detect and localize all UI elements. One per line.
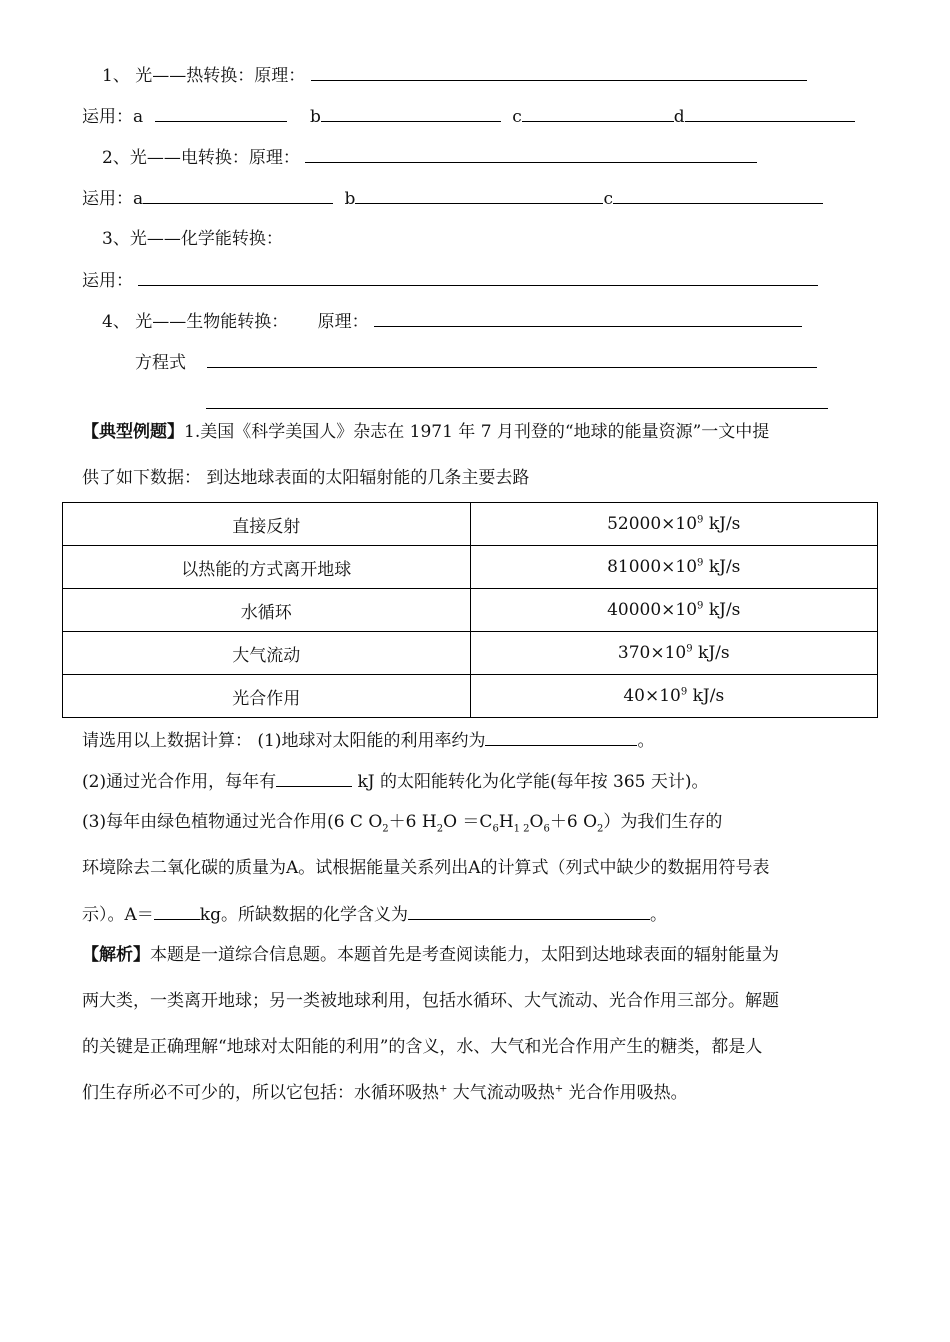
analysis-text-4a: 们生存所必不可少的，所以它包括：水循环吸热 <box>82 1083 439 1103</box>
section4-equation-line <box>135 351 817 374</box>
section2-use-line <box>82 187 823 210</box>
table-cell-label: 直接反射 <box>63 503 471 546</box>
section2-blank-a[interactable] <box>143 187 333 204</box>
analysis-line3 <box>82 1036 762 1058</box>
table-row <box>63 503 878 546</box>
table-cell-label: 光合作用 <box>63 675 471 718</box>
section2-use-label: 运用：a <box>82 189 144 209</box>
section2-blank-c[interactable] <box>613 187 823 204</box>
example-text-2: 供了如下数据： 到达地球表面的太阳辐射能的几条主要去路 <box>82 468 530 488</box>
table-row <box>63 589 878 632</box>
example-line2 <box>82 467 529 489</box>
table-cell-label: 大气流动 <box>63 632 471 675</box>
section1-b-label: b <box>309 107 321 127</box>
example-text-1: 1.美国《科学美国人》杂志在 1971 年 7 月刊登的“地球的能量资源”一文中提 <box>184 422 770 442</box>
analysis-line4: 们生存所必不可少的，所以它包括：水循环吸热+ 大气流动吸热+ 光合作用吸热。 <box>82 1083 688 1103</box>
section1-principle-line <box>102 64 807 87</box>
question3-text-a: (3)每年由绿色植物通过光合作用(6 C O <box>82 812 383 832</box>
section1-blank-d[interactable] <box>685 105 855 122</box>
section1-d-label: d <box>673 107 685 127</box>
question1-end: 。 <box>637 731 655 751</box>
table-cell-value: $81000\times 10^9$ kJ/s <box>470 546 878 589</box>
analysis-text-3: 的关键是正确理解“地球对太阳能的利用”的含义，水、大气和光合作用产生的糖类，都是人 <box>82 1037 763 1057</box>
section1-label: 1、 光——热转换：原理： <box>102 66 306 86</box>
section4-principle-label: 原理： <box>317 312 369 332</box>
question3-line2 <box>82 857 770 879</box>
section4-label: 4、 光——生物能转换： <box>102 312 289 332</box>
solar-energy-table <box>62 502 878 718</box>
question2-text-end: kJ 的太阳能转化为化学能(每年按 365 天计)。 <box>352 772 709 792</box>
example-tag: 【典型例题】 <box>82 422 184 442</box>
section2-principle-blank[interactable] <box>305 146 757 163</box>
section2-label: 2、光——电转换：原理： <box>102 148 300 168</box>
section2-b-label: b <box>344 189 356 209</box>
section2-principle-line <box>102 146 757 169</box>
question3-text-g: ）为我们生存的 <box>603 812 723 832</box>
table-cell-value: $52000\times 10^9$ kJ/s <box>470 503 878 546</box>
table-row <box>63 546 878 589</box>
table-cell-label: 水循环 <box>63 589 471 632</box>
analysis-line2 <box>82 990 779 1012</box>
section4-equation-blank[interactable] <box>207 351 817 368</box>
section1-blank-a[interactable] <box>155 105 287 122</box>
question3-text-c: O ＝C <box>443 812 493 832</box>
question3-blank-a[interactable] <box>154 903 200 920</box>
table-row <box>63 675 878 718</box>
section1-principle-blank[interactable] <box>311 64 807 81</box>
section1-blank-c[interactable] <box>522 105 674 122</box>
question3-text-3a: 示）。A＝ <box>82 905 154 925</box>
question3-text-e: O <box>529 812 544 832</box>
table-cell-label: 以热能的方式离开地球 <box>63 546 471 589</box>
question1-text: 请选用以上数据计算： (1)地球对太阳能的利用率约为 <box>82 731 486 751</box>
analysis-tag: 【解析】 <box>82 945 150 965</box>
table-cell-value: $40\times 10^9$ kJ/s <box>470 675 878 718</box>
question1-line <box>82 729 654 752</box>
section4-principle-line <box>102 310 802 333</box>
analysis-text-1: 本题是一道综合信息题。本题首先是考查阅读能力，太阳到达地球表面的辐射能量为 <box>150 945 779 965</box>
example-line1 <box>82 421 769 443</box>
question2-text: (2)通过光合作用，每年有 <box>82 772 277 792</box>
question3-text-b: ＋6 H <box>388 812 437 832</box>
question1-blank[interactable] <box>485 729 637 746</box>
section2-blank-b[interactable] <box>355 187 603 204</box>
question3-end: 。 <box>649 905 667 925</box>
section1-use-label: 运用：a <box>82 107 144 127</box>
section2-c-label: c <box>603 189 613 209</box>
question3-text-3b: kg。所缺数据的化学含义为 <box>199 905 408 925</box>
section4-equation-blank-2[interactable] <box>206 392 828 409</box>
analysis-line1 <box>82 944 779 966</box>
section4-equation-label: 方程式 <box>135 353 186 373</box>
analysis-text-2a: 两大类，一类离开地球；另一类被地球利用，包括水循环、大气流动、光合 <box>82 991 643 1011</box>
section4-equation-line2 <box>206 392 828 415</box>
section3-use-blank[interactable] <box>138 269 818 286</box>
question3-blank-b[interactable] <box>408 903 650 920</box>
analysis-text-4c: 光合作用吸热。 <box>563 1083 688 1103</box>
section3-use-label: 运用： <box>82 271 133 291</box>
question3-text-f: ＋6 O <box>549 812 598 832</box>
section3-label-line <box>102 228 283 250</box>
section1-blank-b[interactable] <box>321 105 501 122</box>
question2-line <box>82 770 709 793</box>
section3-use-line <box>82 269 818 292</box>
table-row <box>63 632 878 675</box>
question3-line1: (3)每年由绿色植物通过光合作用(6 C $O_2+6$ $H_2O =C_6H_{1 2}O_6+6$ $O_2$）为我们生存的 <box>82 812 723 835</box>
question2-blank[interactable] <box>276 770 352 787</box>
section3-label: 3、光——化学能转换： <box>102 229 283 249</box>
section4-principle-blank[interactable] <box>374 310 802 327</box>
question3-line3 <box>82 903 667 926</box>
analysis-text-2b: 作用三部分。解题 <box>643 991 779 1011</box>
question3-text-d: H <box>498 812 514 832</box>
analysis-text-4b: 大气流动吸热 <box>447 1083 555 1103</box>
table-cell-value: $370\times 10^9$ kJ/s <box>470 632 878 675</box>
table-cell-value: $40000\times 10^9$ kJ/s <box>470 589 878 632</box>
section1-c-label: c <box>512 107 522 127</box>
section1-use-line <box>82 105 855 128</box>
question3-text-2: 环境除去二氧化碳的质量为A。试根据能量关系列出A的计算式（列式中缺少的数据用符号表 <box>82 858 770 878</box>
